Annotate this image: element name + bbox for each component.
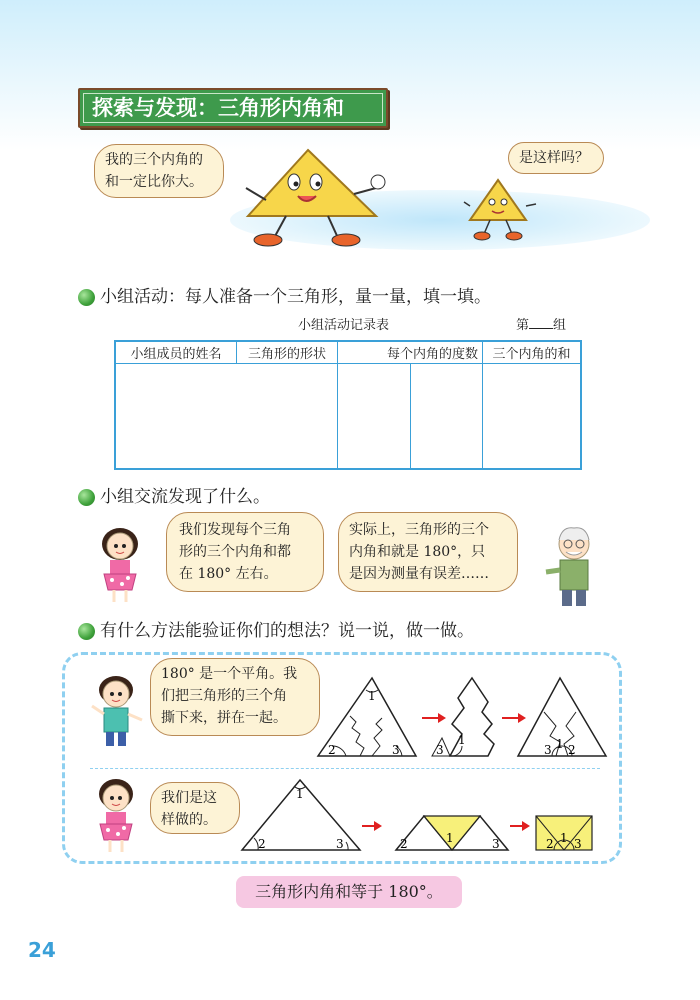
grandpa-speech-bubble: 实际上，三角形的三个 内角和就是 180°，只 是因为测量有误差……	[338, 512, 518, 592]
tearing-method-diagram	[312, 672, 610, 764]
boy-character-icon	[90, 672, 146, 750]
svg-text:1: 1	[296, 787, 304, 801]
svg-text:1: 1	[458, 733, 466, 747]
table-empty-cell[interactable]	[115, 363, 338, 469]
activity-divider	[90, 768, 600, 769]
big-triangle-speech-bubble: 我的三个内角的 和一定比你大。	[94, 144, 224, 198]
section-verify-heading: 有什么方法能验证你们的想法？说一说，做一做。	[78, 620, 518, 644]
torn-triangle-step-3	[518, 678, 606, 757]
record-table-title: 小组活动记录表	[298, 318, 390, 333]
svg-text:3: 3	[544, 743, 552, 757]
page-title: 探索与发现：三角形内角和	[83, 93, 383, 123]
svg-text:3: 3	[574, 837, 582, 851]
svg-text:3: 3	[436, 743, 444, 757]
svg-text:2: 2	[258, 837, 266, 851]
table-header-cell: 三个内角的和	[483, 341, 582, 363]
svg-text:1: 1	[368, 689, 376, 703]
girl-character-icon	[90, 776, 146, 854]
fold-rectangle-step-3	[536, 816, 592, 851]
girl-character-icon	[92, 524, 152, 606]
bullet-icon	[78, 289, 95, 306]
girl-folding-speech-bubble: 我们是这 样做的。	[150, 782, 240, 834]
table-header-cell: 三角形的形状	[237, 341, 338, 363]
fold-triangle-step-1	[242, 780, 360, 851]
folding-method-diagram	[236, 776, 612, 856]
section-discussion-heading: 小组交流发现了什么。	[78, 486, 358, 510]
svg-text:2: 2	[568, 743, 576, 757]
grandpa-character-icon	[540, 522, 606, 610]
bullet-icon	[78, 489, 95, 506]
arrow-icon	[362, 821, 382, 831]
bullet-icon	[78, 623, 95, 640]
arrow-icon	[510, 821, 530, 831]
group-number-label: 第 组	[516, 318, 567, 333]
svg-text:1: 1	[446, 831, 454, 845]
page-number: 24	[28, 938, 56, 962]
svg-text:2: 2	[546, 837, 554, 851]
group-number-blank[interactable]	[529, 328, 553, 329]
conclusion-box: 三角形内角和等于 180°。	[236, 876, 462, 908]
svg-text:3: 3	[392, 743, 400, 757]
table-empty-cell[interactable]	[483, 363, 582, 469]
svg-text:2: 2	[400, 837, 408, 851]
table-empty-cell[interactable]	[410, 363, 483, 469]
table-empty-cell[interactable]	[338, 363, 411, 469]
section-title-box	[78, 88, 388, 128]
table-header-cell: 每个内角的度数	[338, 341, 483, 363]
section-group-activity-heading: 小组活动：每人准备一个三角形，量一量，填一填。	[78, 286, 548, 310]
record-table	[114, 340, 582, 470]
svg-text:3: 3	[492, 837, 500, 851]
svg-text:3: 3	[336, 837, 344, 851]
boy-speech-bubble: 180° 是一个平角。我 们把三角形的三个角 撕下来，拼在一起。	[150, 658, 320, 736]
svg-text:1: 1	[560, 831, 568, 845]
small-triangle-character-icon	[462, 176, 542, 244]
svg-text:2: 2	[328, 743, 336, 757]
arrow-icon	[502, 713, 526, 723]
arrow-icon	[422, 713, 446, 723]
girl-speech-bubble: 我们发现每个三角 形的三个内角和都 在 180° 左右。	[166, 512, 324, 592]
small-triangle-speech-bubble: 是这样吗？	[508, 142, 604, 174]
big-triangle-character-icon	[236, 140, 386, 250]
fold-triangle-step-2	[396, 816, 508, 851]
torn-triangle-step-1	[318, 678, 416, 757]
table-header-cell: 小组成员的姓名	[115, 341, 237, 363]
svg-text:1: 1	[556, 737, 564, 751]
